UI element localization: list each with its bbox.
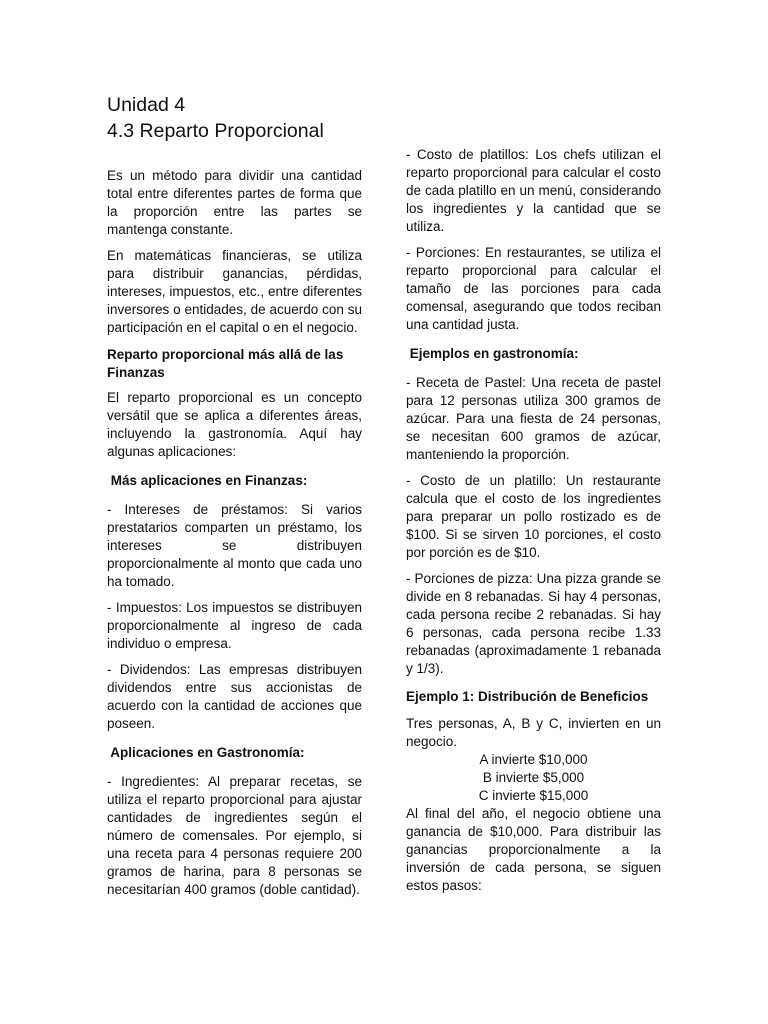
unit-title: Unidad 4	[107, 94, 186, 116]
finance-applications-heading: Más aplicaciones en Finanzas:	[107, 473, 308, 488]
investment-c: C invierte $15,000	[478, 788, 589, 803]
dish-cost-paragraph: - Costo de platillos: Los chefs utilizan el reparto proporcional para calcular el costo de cada platillo en un menú, considerando los ingredientes y la cantidad que se utiliza.	[406, 147, 661, 234]
example-1-conclusion: Al final del año, el negocio obtiene una ganancia de $10,000. Para distribuir las ganancias proporcionalmente a la inversión de cada persona, se siguen estos pasos:	[406, 806, 661, 893]
dividends-paragraph: - Dividendos: Las empresas distribuyen dividendos entre sus accionistas de acuerdo con la cantidad de acciones que poseen.	[107, 662, 362, 731]
ingredients-paragraph: - Ingredientes: Al preparar recetas, se utiliza el reparto proporcional para ajustar cantidades de ingredientes según el número de comensales. Por ejemplo, si una receta para 4 personas requiere 200 gramos de harina, para 8 personas se necesitarían 400 gramos (doble cantidad).	[107, 774, 362, 897]
investment-a: A invierte $10,000	[479, 752, 588, 767]
beyond-finance-paragraph: El reparto proporcional es un concepto versátil que se aplica a diferentes áreas, incluyendo la gastronomía. Aquí hay algunas aplicaciones:	[107, 390, 362, 459]
section-title: 4.3 Reparto Proporcional	[107, 120, 324, 142]
beyond-finance-heading: Reparto proporcional más allá de las Finanzas	[107, 347, 344, 380]
gastronomy-applications-heading: Aplicaciones en Gastronomía:	[107, 745, 305, 760]
example-1-heading: Ejemplo 1: Distribución de Beneficios	[406, 689, 649, 704]
plate-cost-example-paragraph: - Costo de un platillo: Un restaurante calcula que el costo de los ingredientes para preparar un pollo rostizado es de $100. Si se sirven 10 porciones, el costo por porción es de $10.	[406, 473, 661, 560]
intro-paragraph: Es un método para dividir una cantidad total entre diferentes partes de forma que la proporción entre las partes se mantenga constante.	[107, 168, 362, 237]
right-column	[406, 146, 661, 903]
taxes-paragraph: - Impuestos: Los impuestos se distribuyen proporcionalmente al ingreso de cada individuo o empresa.	[107, 600, 362, 651]
gastronomy-examples-heading: Ejemplos en gastronomía:	[406, 346, 579, 361]
portions-paragraph: - Porciones: En restaurantes, se utiliza el reparto proporcional para calcular el tamaño de las porciones para cada comensal, asegurando que todos reciban una cantidad justa.	[406, 245, 661, 332]
example-1-intro: Tres personas, A, B y C, invierten en un negocio.	[406, 716, 661, 749]
left-column	[107, 167, 362, 907]
cake-example-paragraph: - Receta de Pastel: Una receta de pastel para 12 personas utiliza 300 gramos de azúcar. Para una fiesta de 24 personas, se necesitan 600 gramos de azúcar, manteniendo la proporción.	[406, 375, 661, 462]
loans-paragraph: - Intereses de préstamos: Si varios prestatarios comparten un préstamo, los intereses se distribuyen proporcionalmente al monto que cada uno ha tomado.	[107, 502, 362, 589]
finance-usage-paragraph: En matemáticas financieras, se utiliza para distribuir ganancias, pérdidas, intereses, impuestos, etc., entre diferentes inversores o entidades, de acuerdo con su participación en el capital o en el negocio.	[107, 248, 362, 335]
page-title	[107, 92, 407, 144]
investment-b: B invierte $5,000	[482, 770, 585, 785]
pizza-example-paragraph: - Porciones de pizza: Una pizza grande se divide en 8 rebanadas. Si hay 4 personas, cada persona recibe 2 rebanadas. Si hay 6 personas, cada persona recibe 1.33 rebanadas (aproximadamente 1 rebanada y 1/3).	[406, 571, 661, 676]
